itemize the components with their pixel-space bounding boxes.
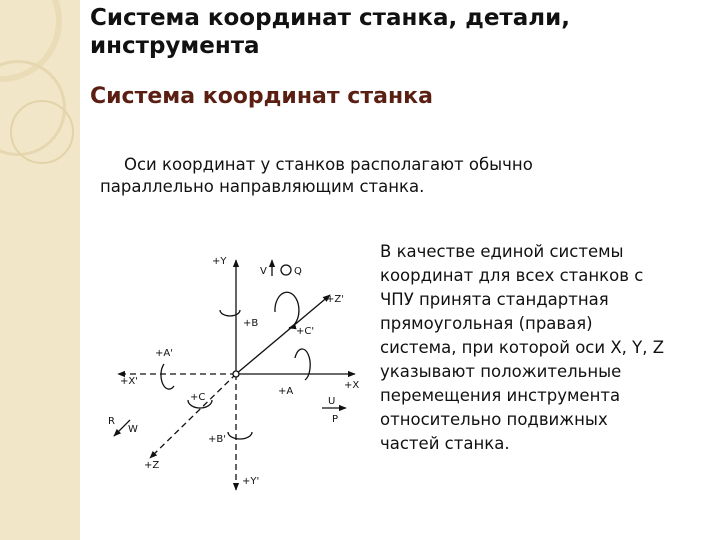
- label-w: W: [128, 424, 138, 435]
- intro-paragraph: [100, 154, 640, 198]
- label-plus-c: +C: [190, 392, 206, 403]
- label-plus-y: +Y: [212, 256, 227, 267]
- slide-title: Система координат станка, детали, инструмента: [90, 5, 570, 59]
- paragraph-line: относительно подвижных: [380, 410, 608, 429]
- b-prime-rotation-arc: [228, 432, 252, 439]
- label-plus-x-prime: +X': [120, 376, 138, 387]
- label-p: P: [332, 414, 339, 425]
- label-plus-b: +B: [243, 318, 259, 329]
- label-q: Q: [294, 266, 302, 277]
- intro-line: Оси координат у станков располагают обычно: [124, 155, 533, 174]
- label-v: V: [260, 266, 267, 277]
- b-rotation-arc: [220, 310, 240, 316]
- label-u: U: [328, 396, 336, 407]
- label-plus-c-prime: +C': [296, 326, 315, 337]
- paragraph-line: частей станка.: [380, 434, 510, 453]
- c-prime-rotation-arc: [275, 292, 299, 328]
- label-r: R: [108, 416, 115, 427]
- paragraph-line: координат для всех станков с: [380, 266, 644, 285]
- paragraph-line: указывают положительные: [380, 362, 622, 381]
- label-plus-y-prime: +Y': [242, 476, 260, 487]
- decorative-circle: [10, 100, 74, 164]
- origin-point: [233, 371, 239, 377]
- paragraph-line: В качестве единой системы: [380, 242, 624, 261]
- label-plus-a: +A: [278, 386, 294, 397]
- coordinate-axes-diagram: [100, 240, 370, 500]
- standard-system-paragraph: [380, 240, 715, 456]
- paragraph-line: система, при которой оси X, Y, Z: [380, 338, 665, 357]
- paragraph-line: прямоугольная (правая): [380, 314, 593, 333]
- label-plus-a-prime: +A': [155, 348, 173, 359]
- paragraph-line: ЧПУ принята стандартная: [380, 290, 609, 309]
- label-plus-x: +X: [344, 380, 360, 391]
- a-rotation-arc: [295, 349, 310, 380]
- paragraph-line: перемещения инструмента: [380, 386, 621, 405]
- label-plus-b-prime: +B': [208, 434, 226, 445]
- a-prime-rotation-arc: [161, 364, 174, 389]
- label-plus-z-prime: +Z': [326, 294, 344, 305]
- label-plus-z: +Z: [144, 460, 160, 471]
- slide-subtitle: Система координат станка: [90, 84, 433, 109]
- z-prime-axis-line: [236, 295, 330, 374]
- z-axis-line: [150, 374, 236, 458]
- q-marker: [281, 265, 291, 275]
- intro-line: параллельно направляющим станка.: [100, 177, 425, 196]
